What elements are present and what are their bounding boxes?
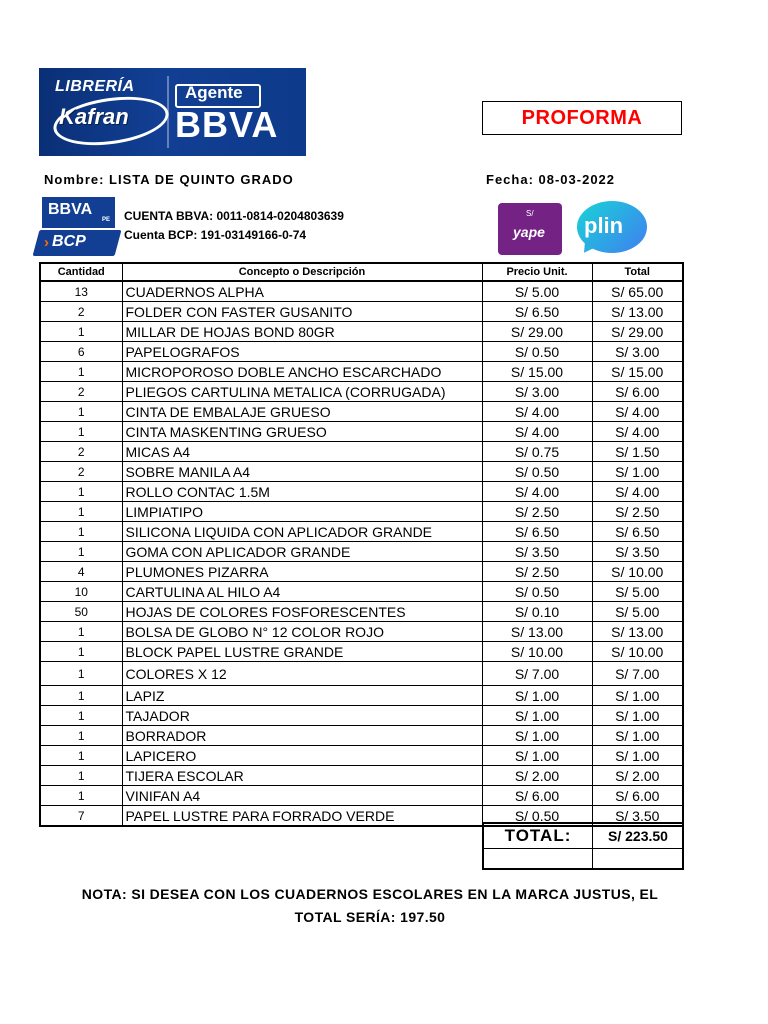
cell-unit-price: S/ 15.00 [482, 362, 592, 382]
cell-description: MILLAR DE HOJAS BOND 80GR [122, 322, 482, 342]
table-row [40, 502, 683, 522]
bcp-account: Cuenta BCP: 191-03149166-0-74 [124, 228, 307, 242]
cell-quantity: 2 [40, 382, 122, 402]
table-row [40, 522, 683, 542]
cell-unit-price: S/ 3.00 [482, 382, 592, 402]
table-row [40, 786, 683, 806]
cell-line-total: S/ 4.00 [592, 422, 683, 442]
cell-quantity: 1 [40, 502, 122, 522]
table-row [40, 382, 683, 402]
grand-total-separator [592, 824, 593, 868]
table-row [40, 706, 683, 726]
cell-quantity: 1 [40, 522, 122, 542]
cell-unit-price: S/ 2.50 [482, 562, 592, 582]
cell-line-total: S/ 3.00 [592, 342, 683, 362]
cell-description: PLUMONES PIZARRA [122, 562, 482, 582]
yape-logo-text: yape [513, 224, 545, 240]
cell-quantity: 7 [40, 806, 122, 827]
cell-line-total: S/ 1.00 [592, 726, 683, 746]
cell-unit-price: S/ 3.50 [482, 542, 592, 562]
grand-total-value: S/ 223.50 [608, 828, 668, 844]
cell-unit-price: S/ 0.50 [482, 462, 592, 482]
table-row [40, 746, 683, 766]
note-line-1: NOTA: SI DESEA CON LOS CUADERNOS ESCOLARES EN LA MARCA JUSTUS, EL [81, 886, 659, 902]
cell-quantity: 1 [40, 362, 122, 382]
table-row [40, 281, 683, 302]
cell-unit-price: S/ 0.50 [482, 582, 592, 602]
cell-description: CARTULINA AL HILO A4 [122, 582, 482, 602]
cell-unit-price: S/ 4.00 [482, 422, 592, 442]
proforma-title-box [482, 101, 682, 135]
table-header-row [40, 263, 683, 281]
bcp-logo-text: BCP [52, 233, 86, 250]
note [40, 883, 700, 929]
bcp-arrow-icon: › [44, 234, 49, 251]
table-row [40, 662, 683, 686]
cell-unit-price: S/ 2.00 [482, 766, 592, 786]
cell-unit-price: S/ 1.00 [482, 726, 592, 746]
table-row [40, 686, 683, 706]
cell-line-total: S/ 10.00 [592, 642, 683, 662]
table-row [40, 362, 683, 382]
header-precio: Precio Unit. [482, 263, 592, 281]
cell-line-total: S/ 1.00 [592, 462, 683, 482]
table-row [40, 582, 683, 602]
cell-line-total: S/ 2.50 [592, 502, 683, 522]
cell-quantity: 4 [40, 562, 122, 582]
cell-quantity: 13 [40, 281, 122, 302]
bbva-logo-icon [42, 197, 115, 228]
cell-description: BLOCK PAPEL LUSTRE GRANDE [122, 642, 482, 662]
cell-quantity: 10 [40, 582, 122, 602]
table-row [40, 322, 683, 342]
cell-unit-price: S/ 6.50 [482, 302, 592, 322]
yape-currency-mark: S/ [526, 209, 534, 218]
cell-line-total: S/ 5.00 [592, 582, 683, 602]
cell-quantity: 1 [40, 706, 122, 726]
cell-line-total: S/ 6.00 [592, 382, 683, 402]
cell-unit-price: S/ 1.00 [482, 746, 592, 766]
cell-line-total: S/ 5.00 [592, 602, 683, 622]
agente-label: Agente [185, 83, 243, 102]
header-cantidad: Cantidad [40, 263, 122, 281]
logo-divider [167, 76, 169, 148]
cell-unit-price: S/ 6.50 [482, 522, 592, 542]
cell-line-total: S/ 1.00 [592, 746, 683, 766]
table-row [40, 482, 683, 502]
table-row [40, 766, 683, 786]
table-row [40, 342, 683, 362]
cell-quantity: 1 [40, 686, 122, 706]
cell-description: VINIFAN A4 [122, 786, 482, 806]
table-row [40, 542, 683, 562]
cell-quantity: 1 [40, 542, 122, 562]
cell-description: CUADERNOS ALPHA [122, 281, 482, 302]
cell-line-total: S/ 10.00 [592, 562, 683, 582]
cell-description: SOBRE MANILA A4 [122, 462, 482, 482]
cell-line-total: S/ 1.00 [592, 706, 683, 726]
cell-line-total: S/ 29.00 [592, 322, 683, 342]
cell-line-total: S/ 6.00 [592, 786, 683, 806]
table-row [40, 402, 683, 422]
cell-unit-price: S/ 2.50 [482, 502, 592, 522]
table-row [40, 726, 683, 746]
cell-unit-price: S/ 13.00 [482, 622, 592, 642]
cell-description: LAPIZ [122, 686, 482, 706]
table-row [40, 442, 683, 462]
cell-description: COLORES X 12 [122, 662, 482, 686]
bbva-account: CUENTA BBVA: 0011-0814-0204803639 [124, 209, 344, 223]
cell-unit-price: S/ 0.10 [482, 602, 592, 622]
plin-logo-text: plin [584, 213, 624, 238]
cell-description: PAPELOGRAFOS [122, 342, 482, 362]
cell-quantity: 2 [40, 442, 122, 462]
cell-description: CINTA DE EMBALAJE GRUESO [122, 402, 482, 422]
note-line-2: TOTAL SERÍA: 197.50 [294, 909, 446, 925]
cell-line-total: S/ 13.00 [592, 622, 683, 642]
table-row [40, 562, 683, 582]
cell-line-total: S/ 1.00 [592, 686, 683, 706]
cell-quantity: 1 [40, 622, 122, 642]
cell-quantity: 1 [40, 786, 122, 806]
cell-unit-price: S/ 29.00 [482, 322, 592, 342]
cell-line-total: S/ 3.50 [592, 542, 683, 562]
cell-quantity: 1 [40, 322, 122, 342]
cell-description: BOLSA DE GLOBO N° 12 COLOR ROJO [122, 622, 482, 642]
libreria-label: LIBRERÍA [55, 78, 135, 95]
table-row [40, 602, 683, 622]
cell-line-total: S/ 1.50 [592, 442, 683, 462]
cell-unit-price: S/ 0.50 [482, 342, 592, 362]
cell-description: HOJAS DE COLORES FOSFORESCENTES [122, 602, 482, 622]
cell-unit-price: S/ 1.00 [482, 686, 592, 706]
cell-quantity: 1 [40, 766, 122, 786]
cell-line-total: S/ 13.00 [592, 302, 683, 322]
cell-description: CINTA MASKENTING GRUESO [122, 422, 482, 442]
cell-description: SILICONA LIQUIDA CON APLICADOR GRANDE [122, 522, 482, 542]
cell-quantity: 1 [40, 726, 122, 746]
cell-quantity: 6 [40, 342, 122, 362]
cell-description: PAPEL LUSTRE PARA FORRADO VERDE [122, 806, 482, 827]
cell-quantity: 2 [40, 462, 122, 482]
cell-quantity: 1 [40, 746, 122, 766]
items-table [39, 262, 684, 827]
items-table-container [39, 262, 682, 827]
cell-description: MICROPOROSO DOBLE ANCHO ESCARCHADO [122, 362, 482, 382]
table-row [40, 302, 683, 322]
grand-total-label: TOTAL: [504, 826, 572, 845]
cell-unit-price: S/ 6.00 [482, 786, 592, 806]
cell-description: ROLLO CONTAC 1.5M [122, 482, 482, 502]
cell-description: LAPICERO [122, 746, 482, 766]
cell-unit-price: S/ 10.00 [482, 642, 592, 662]
header-total: Total [592, 263, 683, 281]
proforma-title: PROFORMA [521, 106, 643, 129]
cell-description: TIJERA ESCOLAR [122, 766, 482, 786]
cell-quantity: 50 [40, 602, 122, 622]
table-row [40, 422, 683, 442]
bbva-logo-text: BBVA [48, 201, 93, 218]
cell-unit-price: S/ 5.00 [482, 281, 592, 302]
customer-name: Nombre: LISTA DE QUINTO GRADO [44, 172, 294, 187]
cell-quantity: 1 [40, 642, 122, 662]
cell-unit-price: S/ 1.00 [482, 706, 592, 726]
bbva-logo-pe: PE [102, 217, 111, 223]
kafran-brand: Kafran [59, 104, 129, 129]
cell-description: BORRADOR [122, 726, 482, 746]
grand-total-box [482, 822, 684, 870]
cell-description: FOLDER CON FASTER GUSANITO [122, 302, 482, 322]
cell-quantity: 1 [40, 482, 122, 502]
table-row [40, 642, 683, 662]
cell-unit-price: S/ 4.00 [482, 402, 592, 422]
cell-line-total: S/ 6.50 [592, 522, 683, 542]
cell-quantity: 1 [40, 662, 122, 686]
cell-line-total: S/ 7.00 [592, 662, 683, 686]
cell-quantity: 1 [40, 422, 122, 442]
bbva-wordmark: BBVA [175, 104, 279, 145]
header-concepto: Concepto o Descripción [122, 263, 482, 281]
cell-unit-price: S/ 4.00 [482, 482, 592, 502]
cell-line-total: S/ 65.00 [592, 281, 683, 302]
cell-quantity: 2 [40, 302, 122, 322]
cell-description: MICAS A4 [122, 442, 482, 462]
table-row [40, 462, 683, 482]
cell-line-total: S/ 15.00 [592, 362, 683, 382]
cell-line-total: S/ 2.00 [592, 766, 683, 786]
cell-unit-price: S/ 0.50 [482, 806, 592, 827]
cell-unit-price: S/ 7.00 [482, 662, 592, 686]
cell-line-total: S/ 4.00 [592, 402, 683, 422]
cell-description: GOMA CON APLICADOR GRANDE [122, 542, 482, 562]
cell-description: PLIEGOS CARTULINA METALICA (CORRUGADA) [122, 382, 482, 402]
cell-description: TAJADOR [122, 706, 482, 726]
cell-unit-price: S/ 0.75 [482, 442, 592, 462]
document-date: Fecha: 08-03-2022 [486, 172, 616, 187]
cell-line-total: S/ 4.00 [592, 482, 683, 502]
cell-description: LIMPIATIPO [122, 502, 482, 522]
libreria-kafran-bbva-logo [39, 68, 306, 156]
cell-quantity: 1 [40, 402, 122, 422]
cell-line-total: S/ 3.50 [592, 806, 683, 827]
table-row [40, 622, 683, 642]
